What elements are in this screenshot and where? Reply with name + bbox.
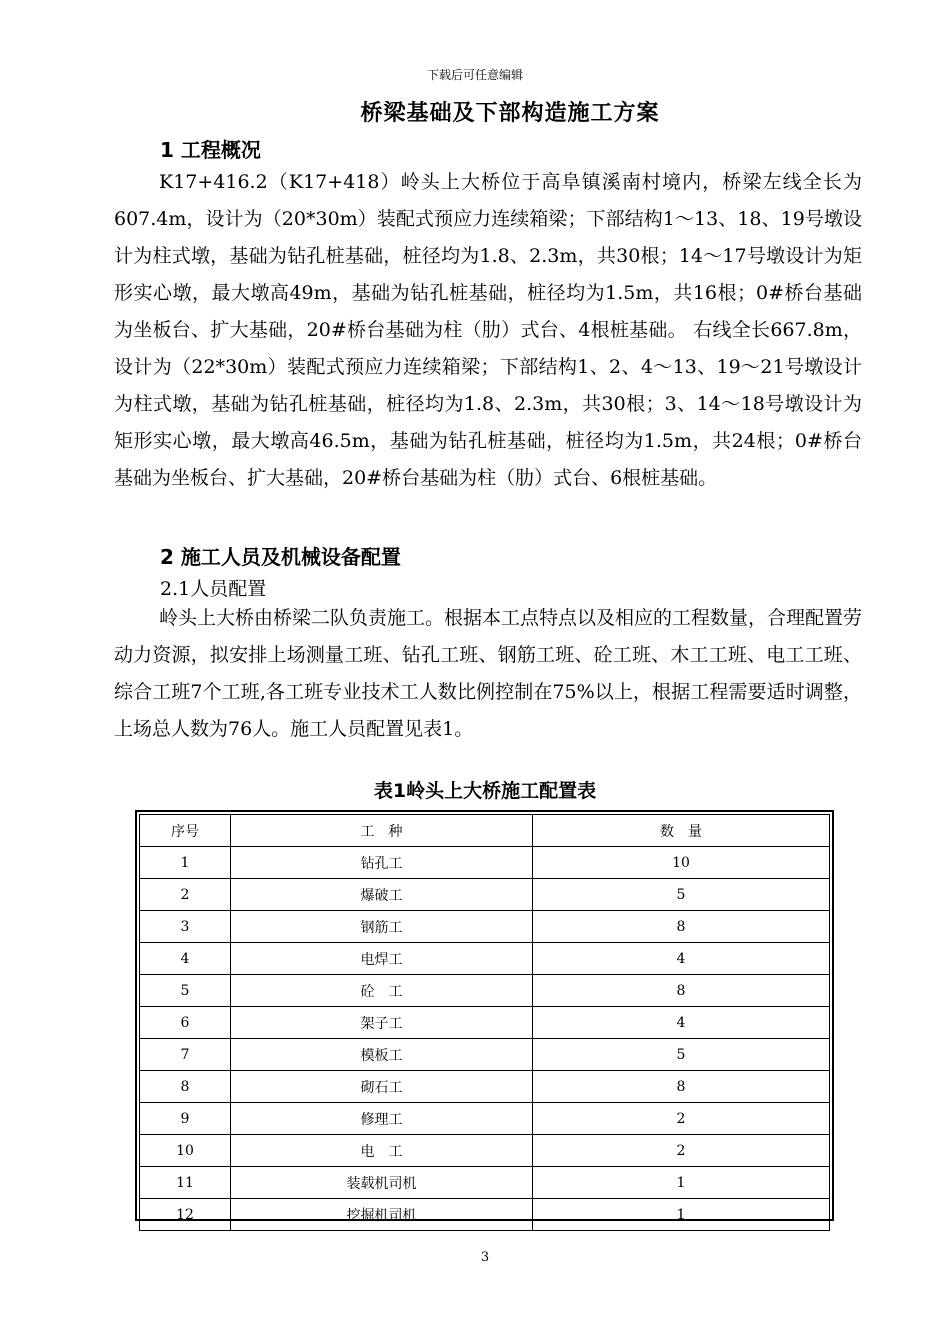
cell-index: 5: [140, 975, 231, 1007]
table-row: [140, 1039, 830, 1071]
cell-index: 1: [140, 847, 231, 879]
table-header-row: [140, 815, 830, 847]
cell-quantity: 8: [533, 911, 830, 943]
table-row: [140, 879, 830, 911]
cell-quantity: 2: [533, 1135, 830, 1167]
cell-quantity: 8: [533, 975, 830, 1007]
cell-trade: 装载机司机: [231, 1167, 533, 1199]
table-row: [140, 1167, 830, 1199]
table-row: [140, 1135, 830, 1167]
cell-index: 2: [140, 879, 231, 911]
section-2-1-heading: 2.1人员配置: [160, 578, 267, 600]
table-caption: 表1岭头上大桥施工配置表: [373, 780, 597, 802]
cell-index: 11: [140, 1167, 231, 1199]
cell-quantity: 2: [533, 1103, 830, 1135]
cell-index: 12: [140, 1199, 231, 1231]
cell-index: 7: [140, 1039, 231, 1071]
table-row: [140, 911, 830, 943]
table-row: [140, 1007, 830, 1039]
table-row: [140, 975, 830, 1007]
cell-quantity: 5: [533, 879, 830, 911]
cell-trade: 砌石工: [231, 1071, 533, 1103]
cell-index: 3: [140, 911, 231, 943]
section-2-paragraph: 岭头上大桥由桥梁二队负责施工。根据本工点特点以及相应的工程数量，合理配置劳动力资源，拟安排上场测量工班、钻孔工班、钢筋工班、砼工班、木工工班、电工工班、综合工班7个工班,各工班专业技术工人数比例控制在75%以上，根据工程需要适时调整，上场总人数为76人。施工人员配置见表1。: [114, 607, 863, 740]
cell-quantity: 1: [533, 1167, 830, 1199]
cell-index: 8: [140, 1071, 231, 1103]
cell-index: 9: [140, 1103, 231, 1135]
cell-quantity: 8: [533, 1071, 830, 1103]
table-row: [140, 1103, 830, 1135]
cell-trade: 砼 工: [231, 975, 533, 1007]
cell-trade: 修理工: [231, 1103, 533, 1135]
section-2-heading: 2 施工人员及机械设备配置: [160, 545, 401, 569]
table-row: [140, 1071, 830, 1103]
cell-trade: 电焊工: [231, 943, 533, 975]
cell-quantity: 4: [533, 943, 830, 975]
header-note: 下载后可任意编辑: [426, 68, 523, 82]
header-index: 序号: [140, 815, 231, 847]
document-title: 桥梁基础及下部构造施工方案: [360, 101, 660, 126]
cell-index: 4: [140, 943, 231, 975]
cell-trade: 模板工: [231, 1039, 533, 1071]
cell-quantity: 1: [533, 1199, 830, 1231]
cell-quantity: 10: [533, 847, 830, 879]
section-1-heading: 1 工程概况: [160, 138, 261, 162]
cell-quantity: 4: [533, 1007, 830, 1039]
section-1-paragraph: K17+416.2（K17+418）岭头上大桥位于高阜镇溪南村境内，桥梁左线全长为607.4m，设计为（20*30m）装配式预应力连续箱梁；下部结构1～13、18、19号墩设计为柱式墩，基础为钻孔桩基础，桩径均为1.8、2.3m，共30根；14～17号墩设计为矩形实心墩，最大墩高49m，基础为钻孔桩基础，桩径均为1.5m，共16根；0#桥台基础为坐板台、扩大基础，20#桥台基础为柱（肋）式台、4根桩基础。 右线全长667.8m，设计为（22*30m）装配式预应力连续箱梁；下部结构1、2、4～13、19～21号墩设计为柱式墩，基础为钻孔桩基础，桩径均为1.8、2.3m，共30根；3、14～18号墩设计为矩形实心墩，最大墩高46.5m，基础为钻孔桩基础，桩径均为1.5m，共24根；0#桥台基础为坐板台、扩大基础，20#桥台基础为柱（肋）式台、6根桩基础。: [114, 171, 862, 489]
cell-trade: 挖掘机司机: [231, 1199, 533, 1231]
cell-index: 6: [140, 1007, 231, 1039]
header-quantity: 数 量: [533, 815, 830, 847]
table-row: [140, 847, 830, 879]
cell-trade: 钻孔工: [231, 847, 533, 879]
cell-trade: 架子工: [231, 1007, 533, 1039]
page-number: 3: [480, 1250, 490, 1265]
cell-trade: 电 工: [231, 1135, 533, 1167]
header-trade: 工 种: [231, 815, 533, 847]
cell-trade: 钢筋工: [231, 911, 533, 943]
table-row: [140, 1199, 830, 1231]
table-row: [140, 943, 830, 975]
cell-index: 10: [140, 1135, 231, 1167]
cell-quantity: 5: [533, 1039, 830, 1071]
staff-table: [135, 810, 834, 1224]
cell-trade: 爆破工: [231, 879, 533, 911]
